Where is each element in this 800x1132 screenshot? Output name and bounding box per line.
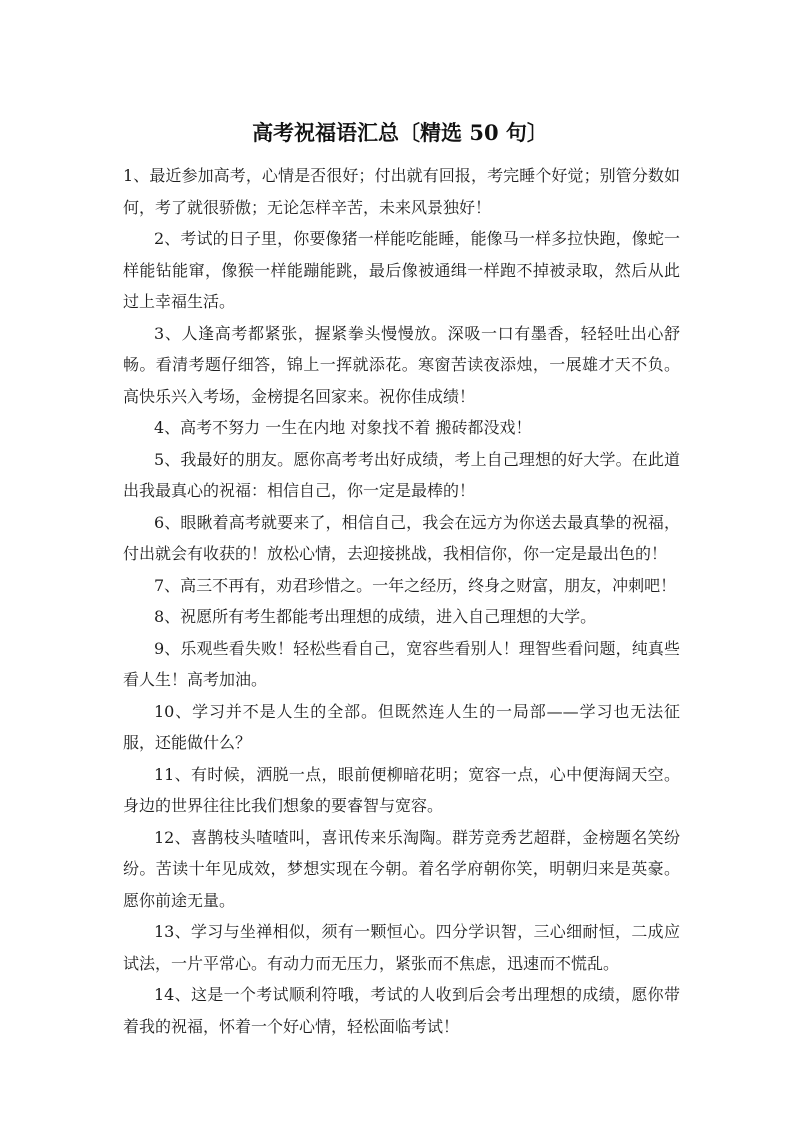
blessing-item-9 (123, 633, 680, 696)
blessing-item-3 (123, 318, 680, 413)
paragraph-line: 12、喜鹊枝头喳喳叫，喜讯传来乐淘陶。群芳竞秀艺超群，金榜题名笑纷 (154, 827, 680, 847)
paragraph-line: 8、祝愿所有考生都能考出理想的成绩，进入自己理想的大学。 (154, 607, 597, 626)
paragraph-line: 9、乐观些看失败！轻松些看自己，宽容些看别人！理智些看问题，纯真些 (154, 638, 680, 658)
blessing-item-7 (123, 570, 680, 602)
blessing-item-8 (123, 601, 680, 633)
document-body (123, 160, 680, 1042)
paragraph-line: 看人生！高考加油。 (123, 670, 268, 689)
blessing-item-4 (123, 412, 680, 444)
paragraph-line: 服，还能做什么？ (123, 733, 252, 752)
blessing-item-5 (123, 444, 680, 507)
blessing-item-13 (123, 916, 680, 979)
paragraph-line: 13、学习与坐禅相似，须有一颗恒心。四分学识智，三心细耐恒，二成应 (154, 922, 680, 941)
paragraph-line: 2、考试的日子里，你要像猪一样能吃能睡，能像马一样多拉快跑，像蛇一 (154, 229, 680, 248)
document-title: 高考祝福语汇总〔精选 50 句〕 (252, 120, 548, 145)
paragraph-line: 11、有时候，洒脱一点，眼前便柳暗花明；宽容一点，心中便海阔天空。 (154, 764, 680, 784)
blessing-item-11 (123, 759, 680, 822)
blessing-item-12 (123, 822, 680, 917)
paragraph-line: 出我最真心的祝福：相信自己，你一定是最棒的！ (123, 481, 476, 500)
paragraph-line: 纷。苦读十年见成效，梦想实现在今朝。着名学府朝你笑，明朝归来是英豪。 (123, 859, 680, 878)
paragraph-line: 3、人逢高考都紧张，握紧拳头慢慢放。深吸一口有墨香，轻轻吐出心舒 (154, 323, 680, 343)
paragraph-line: 5、我最好的朋友。愿你高考考出好成绩，考上自己理想的好大学。在此道 (154, 449, 680, 469)
paragraph-line: 10、学习并不是人生的全部。但既然连人生的一局部——学习也无法征 (154, 701, 680, 721)
paragraph-line: 何，考了就很骄傲；无论怎样辛苦，未来风景独好！ (123, 197, 492, 217)
paragraph-line: 试法，一片平常心。有动力而无压力，紧张而不焦虑，迅速而不慌乱。 (123, 953, 620, 973)
paragraph-line: 4、高考不努力 一生在内地 对象找不着 搬砖都没戏！ (154, 418, 532, 437)
paragraph-line: 样能钻能窜，像猴一样能蹦能跳，最后像被通缉一样跑不掉被录取，然后从此 (123, 260, 680, 280)
blessing-item-6 (123, 507, 680, 570)
paragraph-line: 愿你前途无量。 (123, 890, 236, 910)
paragraph-line: 付出就会有收获的！放松心情，去迎接挑战，我相信你，你一定是最出色的！ (123, 544, 668, 563)
paragraph-line: 7、高三不再有，劝君珍惜之。一年之经历，终身之财富，朋友，冲刺吧！ (154, 575, 677, 595)
blessing-item-10 (123, 696, 680, 759)
paragraph-line: 14、这是一个考试顺利符哦，考试的人收到后会考出理想的成绩，愿你带 (154, 985, 680, 1004)
paragraph-line: 1、最近参加高考，心情是否很好；付出就有回报，考完睡个好觉；别管分数如 (123, 166, 680, 185)
paragraph-line: 着我的祝福，怀着一个好心情，轻松面临考试！ (123, 1016, 460, 1036)
paragraph-line: 身边的世界往往比我们想象的要睿智与宽容。 (123, 796, 444, 815)
paragraph-line: 6、眼瞅着高考就要来了，相信自己，我会在远方为你送去最真挚的祝福， (154, 512, 680, 532)
paragraph-line: 畅。看清考题仔细答，锦上一挥就添花。寒窗苦读夜添烛，一展雄才天不负。 (123, 355, 680, 374)
blessing-item-2 (123, 223, 680, 318)
blessing-item-14 (123, 979, 680, 1042)
blessing-item-1 (123, 160, 680, 223)
paragraph-line: 过上幸福生活。 (123, 292, 236, 311)
paragraph-line: 高快乐兴入考场，金榜提名回家来。祝你佳成绩！ (123, 386, 476, 406)
